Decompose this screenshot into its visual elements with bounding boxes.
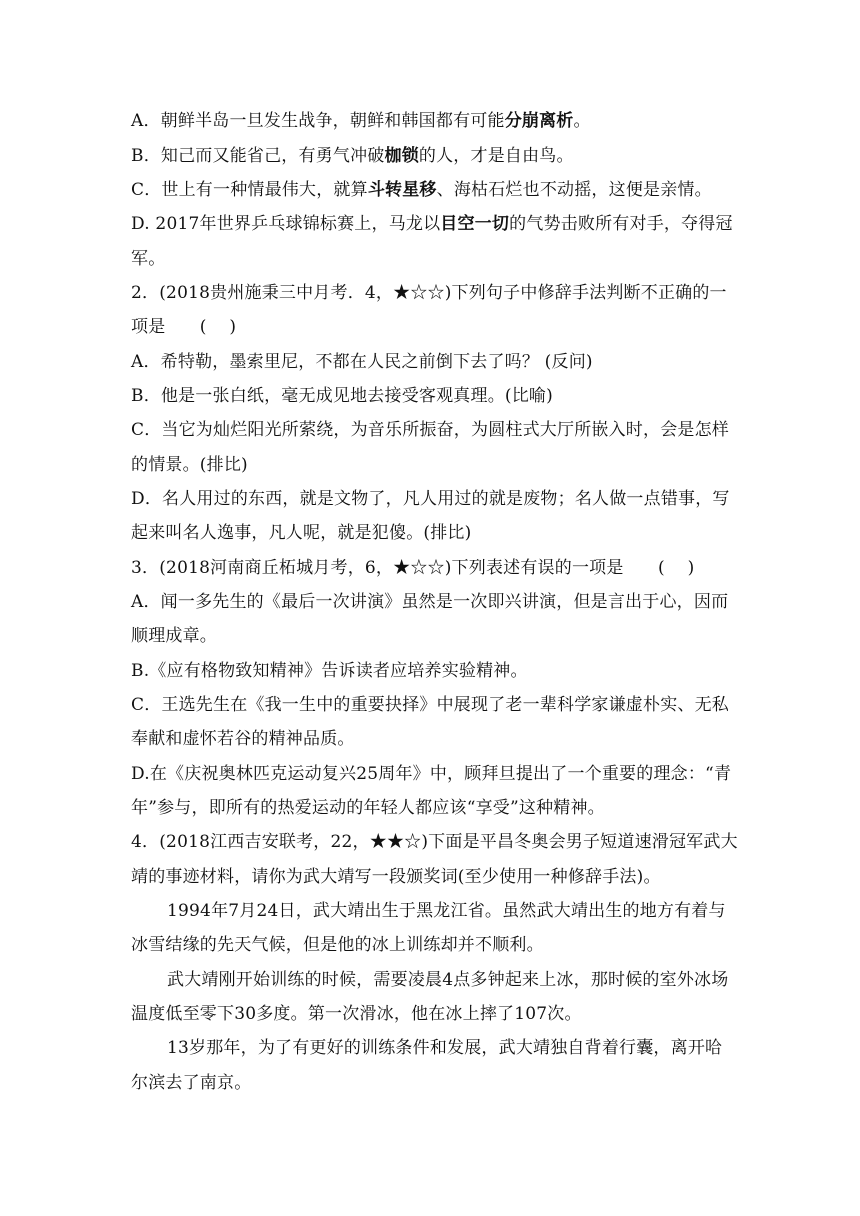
bold-term: 斗转星移 (367, 180, 437, 200)
q1-option-a (131, 111, 731, 131)
q2-stem: 2．(2018贵州施秉三中月考．4，★☆☆)下列句子中修辞手法判断不正确的一 (131, 283, 727, 303)
q4-stem-cont: 靖的事迹材料，请你为武大靖写一段颁奖词(至少使用一种修辞手法)。 (131, 867, 661, 887)
option-text: C．世上有一种情最伟大，就算 (131, 180, 368, 200)
bold-term: 分崩离析 (504, 111, 574, 131)
q3-option-b: B.《应有格物致知精神》告诉读者应培养实验精神。 (131, 661, 528, 681)
q1-option-d (131, 214, 731, 234)
q4-paragraph-3-cont: 尔滨去了南京。 (131, 1073, 252, 1093)
option-text: 。 (573, 111, 591, 131)
q2-option-c: C．当它为灿烂阳光所萦绕，为音乐所振奋，为圆柱式大厅所嵌入时，会是怎样 (131, 420, 730, 440)
q4-paragraph-2: 武大靖刚开始训练的时候，需要凌晨4点多钟起来上冰，那时候的室外冰场 (167, 970, 729, 990)
q4-paragraph-1-cont: 冰雪结缘的先天气候，但是他的冰上训练却并不顺利。 (131, 935, 544, 955)
q4-paragraph-1: 1994年7月24日，武大靖出生于黑龙江省。虽然武大靖出生的地方有着与 (167, 901, 726, 921)
q2-option-c-cont: 的情景。(排比) (131, 455, 248, 475)
option-text: 、海枯石烂也不动摇，这便是亲情。 (436, 180, 712, 200)
q2-option-d: D．名人用过的东西，就是文物了，凡人用过的就是废物；名人做一点错事，写 (131, 489, 730, 509)
q3-option-c: C．王选先生在《我一生中的重要抉择》中展现了老一辈科学家谦虚朴实、无私 (131, 695, 730, 715)
option-text: B．知己而又能省己，有勇气冲破 (131, 146, 385, 166)
option-text: 的人，才是自由鸟。 (418, 146, 574, 166)
q1-option-d-cont: 军。 (131, 249, 166, 269)
q3-option-a: A．闻一多先生的《最后一次讲演》虽然是一次即兴讲演，但是言出于心，因而 (131, 592, 729, 612)
q3-option-c-cont: 奉献和虚怀若谷的精神品质。 (131, 729, 355, 749)
option-text: D. 2017年世界乒乓球锦标赛上，马龙以 (131, 214, 441, 234)
q3-option-d: D.在《庆祝奥林匹克运动复兴25周年》中，顾拜旦提出了一个重要的理念：“青 (131, 764, 732, 784)
q2-option-d-cont: 起来叫名人逸事，凡人呢，就是犯傻。(排比) (131, 523, 472, 543)
bold-term: 枷锁 (384, 146, 419, 166)
q1-option-c (131, 180, 731, 200)
q4-stem: 4．(2018江西吉安联考，22，★★☆)下面是平昌冬奥会男子短道速滑冠军武大 (131, 832, 738, 852)
q4-paragraph-3: 13岁那年，为了有更好的训练条件和发展，武大靖独自背着行囊，离开哈 (167, 1038, 723, 1058)
q3-option-d-cont: 年”参与，即所有的热爱运动的年轻人都应该“享受”这种精神。 (131, 798, 605, 818)
q3-option-a-cont: 顺理成章。 (131, 626, 217, 646)
q4-paragraph-2-cont: 温度低至零下30多度。第一次滑冰，他在冰上摔了107次。 (131, 1004, 582, 1024)
q2-option-a: A．希特勒，墨索里尼，不都在人民之前倒下去了吗？ (反问) (131, 352, 593, 372)
option-text: 的气势击败所有对手，夺得冠 (509, 214, 733, 234)
option-text: A．朝鲜半岛一旦发生战争，朝鲜和韩国都有可能 (131, 111, 505, 131)
q2-option-b: B．他是一张白纸，毫无成见地去接受客观真理。(比喻) (131, 386, 553, 406)
bold-term: 目空一切 (440, 214, 510, 234)
q3-stem: 3．(2018河南商丘柘城月考，6，★☆☆)下列表述有误的一项是 ( ) (131, 558, 695, 578)
q2-stem-cont: 项是 ( ) (131, 317, 237, 337)
q1-option-b (131, 146, 731, 166)
